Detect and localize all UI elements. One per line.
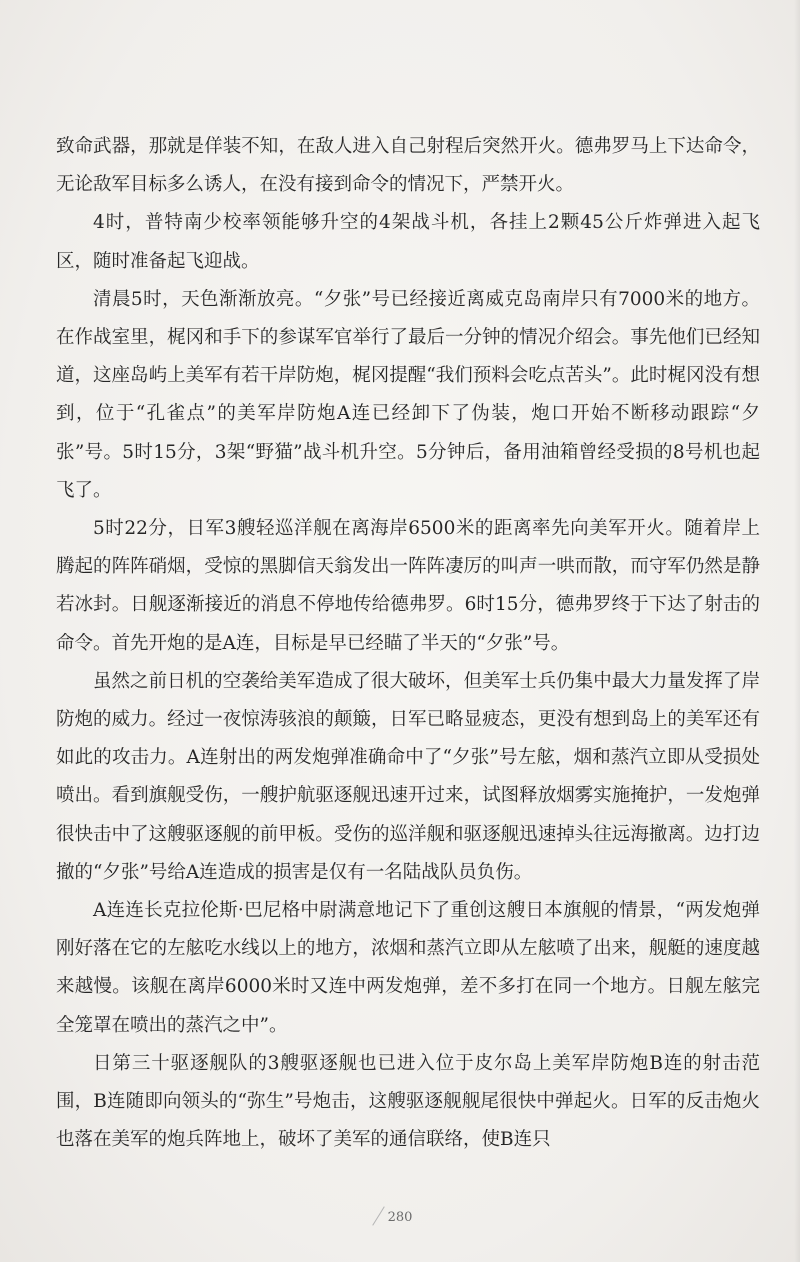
paragraph-6: A连连长克拉伦斯·巴尼格中尉满意地记下了重创这艘日本旗舰的情景，“两发炮弹刚好落在它的左舷吃水线以上的地方，浓烟和蒸汽立即从左舷喷了出来，舰艇的速度越来越慢。该舰在离岸6000米时又连中两发炮弹，差不多打在同一个地方。日舰左舷完全笼罩在喷出的蒸汽之中”。 [56,900,760,1036]
paragraph-2: 4时，普特南少校率领能够升空的4架战斗机，各挂上2颗45公斤炸弹进入起飞区，随时准备起飞迎战。 [56,212,760,272]
paragraph-7: 日第三十驱逐舰队的3艘驱逐舰也已进入位于皮尔岛上美军岸防炮B连的射击范围，B连随即向领头的“弥生”号炮击，这艘驱逐舰舰尾很快中弹起火。日军的反击炮火也落在美军的炮兵阵地上，破坏了美军的通信联络，使B连只 [56,1052,760,1151]
page-edge-shadow [794,0,800,1262]
page-number: 280 [387,1210,413,1225]
paragraph-3: 清晨5时，天色渐渐放亮。“夕张”号已经接近离威克岛南岸只有7000米的地方。在作战室里，梶冈和手下的参谋军官举行了最后一分钟的情况介绍会。事先他们已经知道，这座岛屿上美军有若干岸防炮，梶冈提醒“我们预料会吃点苦头”。此时梶冈没有想到，位于“孔雀点”的美军岸防炮A连已经卸下了伪装，炮口开始不断移动跟踪“夕张”号。5时15分，3架“野猫”战斗机升空。5分钟后，备用油箱曾经受损的8号机也起飞了。 [56,288,760,501]
body-text [56,128,760,1159]
paragraph-4: 5时22分，日军3艘轻巡洋舰在离海岸6500米的距离率先向美军开火。随着岸上腾起的阵阵硝烟，受惊的黑脚信天翁发出一阵阵凄厉的叫声一哄而散，而守军仍然是静若冰封。日舰逐渐接近的消息不停地传给德弗罗。6时15分，德弗罗终于下达了射击的命令。首先开炮的是A连，目标是早已经瞄了半天的“夕张”号。 [56,518,760,654]
paragraph-5: 虽然之前日机的空袭给美军造成了很大破坏，但美军士兵仍集中最大力量发挥了岸防炮的威力。经过一夜惊涛骇浪的颠簸，日军已略显疲态，更没有想到岛上的美军还有如此的攻击力。A连射出的两发炮弹准确命中了“夕张”号左舷，烟和蒸汽立即从受损处喷出。看到旗舰受伤，一艘护航驱逐舰迅速开过来，试图释放烟雾实施掩护，一发炮弹很快击中了这艘驱逐舰的前甲板。受伤的巡洋舰和驱逐舰迅速掉头往远海撤离。边打边撤的“夕张”号给A连造成的损害是仅有一名陆战队员负伤。 [56,670,760,883]
paragraph-1: 致命武器，那就是佯装不知，在敌人进入自己射程后突然开火。德弗罗马上下达命令，无论敌军目标多么诱人，在没有接到命令的情况下，严禁开火。 [56,136,760,196]
